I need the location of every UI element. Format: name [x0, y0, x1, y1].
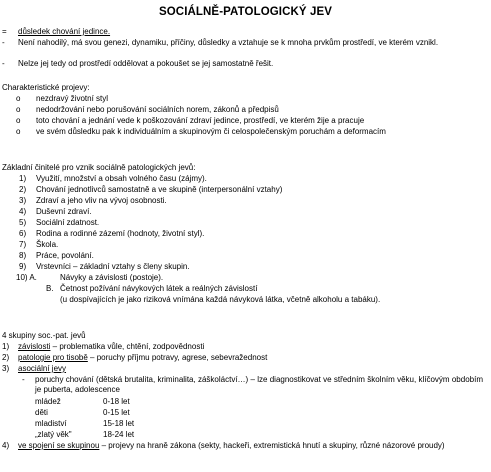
definition-point-1: Není nahodilý, má svou genezi, dynamiku, příčiny, důsledky a vztahuje se k mnoha prvkům prostředí, ve kterém vznikl.: [18, 38, 439, 47]
factor-number: 2): [19, 185, 27, 194]
group-2: [18, 353, 267, 363]
bullet-marker: o: [16, 94, 21, 103]
characteristic-item: nezdravý životní styl: [36, 94, 109, 103]
factor-number: 3): [19, 196, 27, 205]
age-label: děti: [35, 408, 48, 417]
age-range: 0-18 let: [103, 397, 130, 406]
factor-sub-text: Četnost požívání návykových látek a reálných závislostí: [60, 284, 258, 293]
dash-marker: -: [2, 38, 5, 47]
dash-marker: -: [22, 375, 25, 384]
factor-number: 7): [19, 240, 27, 249]
bullet-marker: o: [16, 127, 21, 136]
bullet-marker: o: [16, 116, 21, 125]
group-1: [18, 342, 204, 352]
factor-item: Návyky a závislosti (postoje).: [60, 273, 164, 282]
group-1-desc: – problematika vůle, chtění, zodpovědnosti: [50, 342, 205, 351]
group-3-title: asociální jevy: [18, 364, 67, 373]
characteristics-heading: Charakteristické projevy:: [2, 83, 90, 92]
page-title: SOCIÁLNĚ-PATOLOGICKÝ JEV: [158, 6, 332, 18]
group-4-desc: – projevy na hraně zákona (sekty, hackeři, extremistická hnutí a skupiny, různé názorové proudy): [99, 441, 445, 450]
factor-number: 9): [19, 262, 27, 271]
group-4-title: ve spojení se skupinou: [18, 441, 100, 450]
factor-number: 8): [19, 251, 27, 260]
characteristic-item: toto chování a jednání vede k poškozování zdraví jedince, prostředí, ve kterém žije a pracuje: [36, 116, 365, 125]
characteristic-item: nedodržování nebo porušování sociálních norem, zákonů a předpisů: [36, 105, 279, 114]
group-1-title: závislosti: [18, 342, 51, 351]
group-number: 4): [2, 441, 10, 450]
definition-point-2: Nelze jej tedy od prostředí oddělovat a pokoušet se jej samostatně řešit.: [18, 59, 274, 68]
factor-item: Rodina a rodinné zázemí (hodnoty, životní styl).: [36, 229, 205, 238]
factor-item: Duševní zdraví.: [36, 207, 92, 216]
factor-item: Sociální zdatnost.: [36, 218, 100, 227]
dash-marker: -: [2, 59, 5, 68]
groups-heading: 4 skupiny soc.-pat. jevů: [2, 331, 86, 340]
characteristic-item: ve svém důsledku pak k individuálním a skupinovým či celospolečenským poruchám a deformacím: [36, 127, 386, 136]
factor-number: 1): [19, 174, 27, 183]
factor-item: Chování jednotlivců samostatně a ve skupině (interpersonální vztahy): [36, 185, 283, 194]
factor-number: 6): [19, 229, 27, 238]
factor-item: Škola.: [36, 240, 59, 249]
factor-item: Využití, množství a obsah volného času (zájmy).: [36, 174, 207, 183]
factor-number: 4): [19, 207, 27, 216]
age-label: „zlatý věk": [35, 430, 72, 439]
age-label: mladiství: [35, 419, 67, 428]
age-range: 18-24 let: [103, 430, 135, 439]
group-number: 2): [2, 353, 10, 362]
group-4: [18, 441, 483, 451]
factors-heading: Základní činitelé pro vznik sociálně patologických jevů:: [2, 163, 196, 172]
factor-number: 10) A.: [16, 273, 37, 282]
group-2-desc: – poruchy příjmu potravy, agrese, sebevražednost: [87, 353, 268, 362]
age-range: 0-15 let: [103, 408, 130, 417]
group-number: 3): [2, 364, 10, 373]
age-label: mládež: [35, 397, 61, 406]
group-2-title: patologie pro tisobě: [18, 353, 88, 362]
bullet-marker: o: [16, 105, 21, 114]
group-number: 1): [2, 342, 10, 351]
factor-number: 5): [19, 218, 27, 227]
factor-sub-note: (u dospívajících je jako riziková vnímána každá návyková látka, včetně alkoholu a tabáku).: [60, 295, 381, 304]
factor-item: Vrstevníci – základní vztahy s členy skupin.: [36, 262, 190, 271]
definition-text: důsledek chování jedince.: [18, 27, 111, 36]
factor-item: Práce, povolání.: [36, 251, 94, 260]
group-3-detail: poruchy chování (dětská brutalita, kriminalita, záškoláctví…) – lze diagnostikovat ve středním školním věku, klíčovým obdobím je puberta, adolescence: [35, 375, 483, 394]
factor-sub-mark: B.: [46, 284, 54, 293]
age-range: 15-18 let: [103, 419, 135, 428]
factor-item: Zdraví a jeho vliv na vývoj osobnosti.: [36, 196, 167, 205]
definition-mark: =: [2, 27, 7, 36]
